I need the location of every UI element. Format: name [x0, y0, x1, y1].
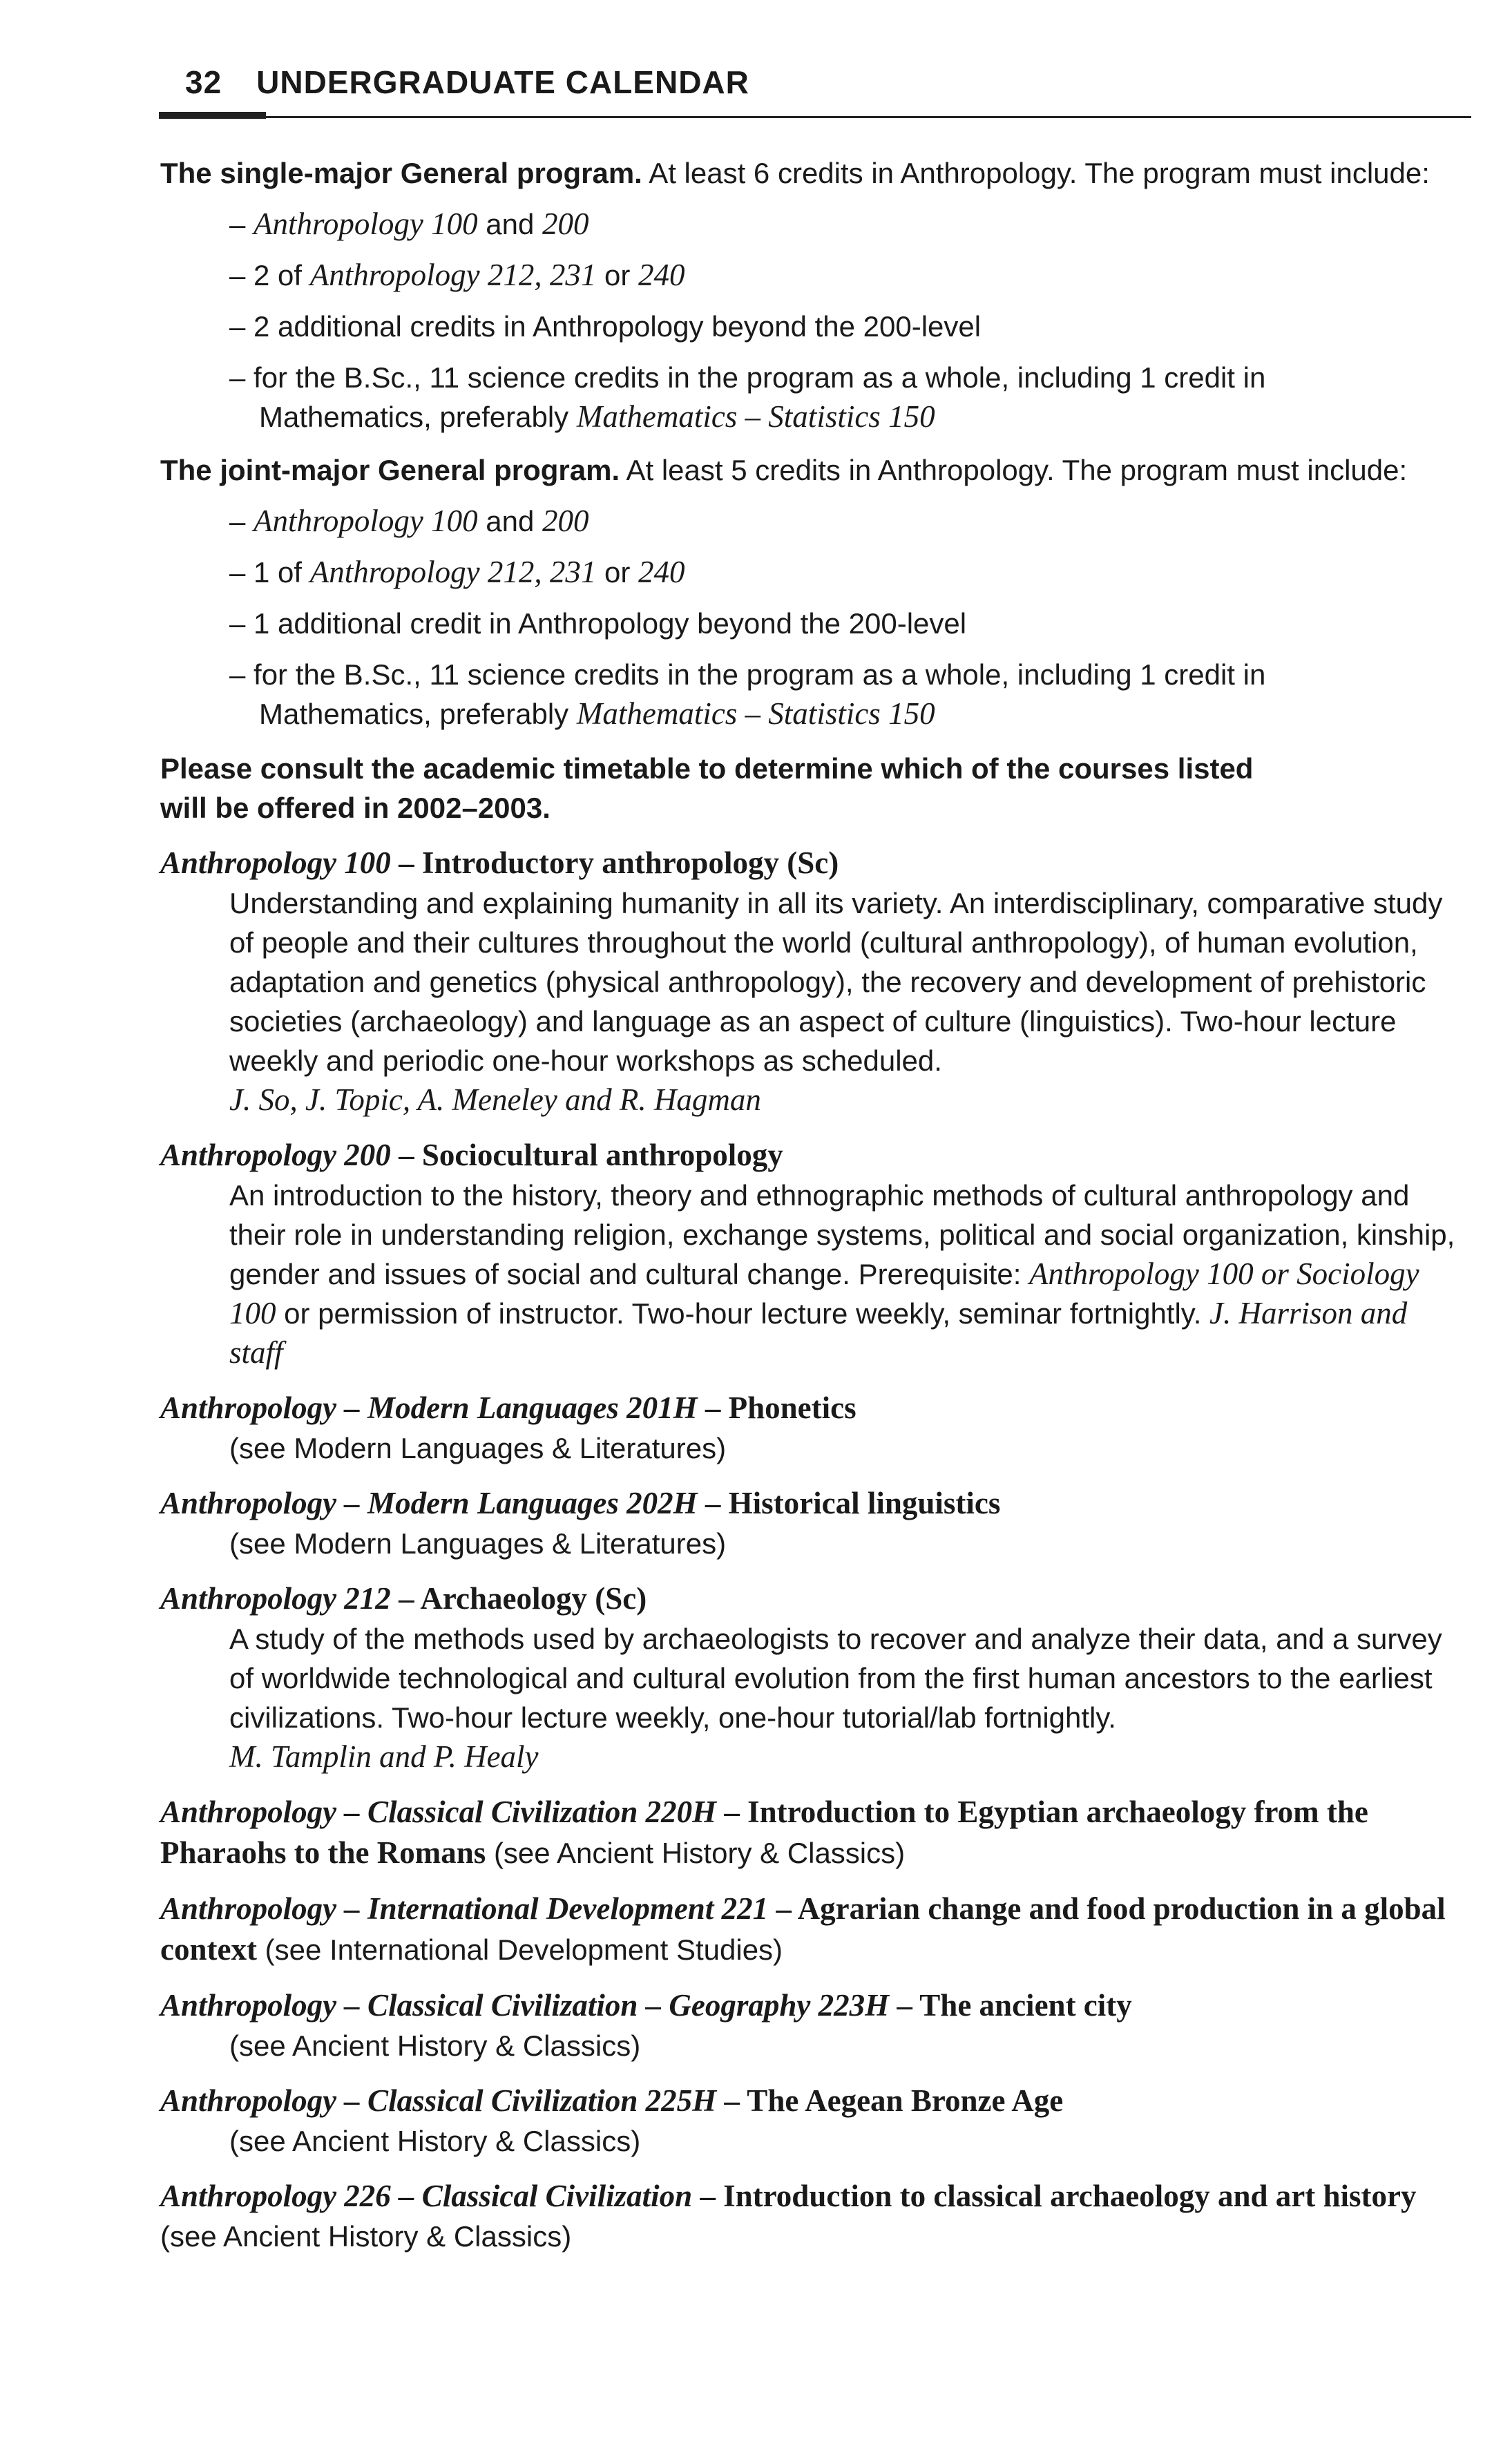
cross-reference: (see Ancient History & Classics)	[229, 2029, 641, 2062]
requirement-text: Mathematics, preferably	[259, 401, 577, 433]
course-entry	[160, 843, 1459, 1120]
course-title	[160, 2081, 1459, 2121]
course-title	[160, 1792, 1459, 1873]
course-code: Anthropology – Modern Languages 201H	[160, 1390, 698, 1425]
header-rule	[159, 116, 1471, 118]
course-code: Anthropology – Modern Languages 202H	[160, 1486, 698, 1520]
requirement-item: – Anthropology 100 and 200	[229, 207, 589, 241]
requirement-course: 240	[638, 555, 685, 589]
course-title	[160, 843, 1459, 883]
course-code: Anthropology 100	[160, 845, 391, 880]
joint-major-intro	[160, 450, 1459, 490]
course-entry	[160, 1792, 1459, 1873]
page-content	[160, 153, 1459, 2257]
requirement-text: for the B.Sc., 11 science credits in the program as a whole, including 1 credit in	[253, 658, 1266, 691]
course-entry	[160, 1985, 1459, 2065]
course-instructors: J. Harrison and staff	[229, 1296, 1408, 1370]
timetable-notice: Please consult the academic timetable to determine which of the courses listed will be offered in 2002–2003.	[160, 752, 1254, 824]
course-name: – Archaeology (Sc)	[390, 1581, 647, 1616]
cross-reference: (see Modern Languages & Literatures)	[229, 1527, 727, 1560]
requirement-continuation	[229, 694, 1459, 734]
course-name: – Historical linguistics	[697, 1486, 1001, 1520]
course-description: A study of the methods used by archaeologists to recover and analyze their data, and a survey of worldwide technological and cultural evolution from the first human ancestors to the earliest civilizations. Two-hour lecture weekly, one-hour tutorial/lab fortnightly.	[229, 1623, 1442, 1734]
course-entry	[160, 1388, 1459, 1468]
requirement-continuation	[229, 397, 1459, 437]
course-name: – Sociocultural anthropology	[390, 1138, 783, 1172]
requirement-item: – for the B.Sc., 11 science credits in the program as a whole, including 1 credit in Mathematics, preferably Mathematics – Statistics 150	[229, 655, 1459, 734]
course-title	[160, 1388, 1459, 1428]
requirement-item: – Anthropology 100 and 200	[229, 504, 589, 538]
joint-major-text: At least 5 credits in Anthropology. The program must include:	[620, 454, 1408, 486]
requirement-text: 2 additional credits in Anthropology beyond the 200-level	[253, 310, 982, 343]
requirement-item: – 1 of Anthropology 212, 231 or 240	[229, 555, 685, 589]
requirement-text: 2 of	[253, 259, 310, 292]
requirement-item: – for the B.Sc., 11 science credits in the program as a whole, including 1 credit in Mathematics, preferably Mathematics – Statistics 150	[229, 358, 1459, 437]
course-name: – Introduction to classical archaeology and art history	[692, 2179, 1417, 2213]
requirement-text: or	[596, 556, 639, 589]
course-entry	[160, 2081, 1459, 2161]
course-title	[160, 1483, 1459, 1524]
course-code: Anthropology – International Development 221	[160, 1891, 769, 1926]
requirement-course: 240	[638, 258, 685, 292]
single-major-intro	[160, 153, 1459, 193]
course-code: Anthropology 226 – Classical Civilization	[160, 2179, 693, 2213]
requirement-course: Mathematics – Statistics 150	[576, 696, 935, 731]
course-description: Understanding and explaining humanity in all its variety. An interdisciplinary, comparative study of people and their cultures throughout the world (cultural anthropology), of human evolution, adaptation and genetics (physical anthropology), the recovery and development of prehistoric societies (archaeology) and language as an aspect of culture (linguistics). Two-hour lecture weekly and periodic one-hour workshops as scheduled.	[229, 887, 1443, 1077]
cross-reference: (see Ancient History & Classics)	[486, 1837, 906, 1869]
description-text: or permission of instructor. Two-hour lecture weekly, seminar fortnightly.	[276, 1297, 1210, 1330]
course-title	[160, 2176, 1459, 2257]
page-header	[185, 64, 749, 101]
cross-reference: (see Modern Languages & Literatures)	[229, 1432, 727, 1464]
cross-reference: (see Ancient History & Classics)	[229, 2125, 641, 2157]
running-title: UNDERGRADUATE CALENDAR	[256, 64, 749, 100]
course-code: Anthropology – Classical Civilization – Geography 223H	[160, 1988, 890, 2023]
requirement-text: or	[596, 259, 639, 292]
requirement-course: Anthropology 100	[253, 207, 478, 241]
requirement-course: Anthropology 212, 231	[309, 258, 597, 292]
requirement-text: 1 additional credit in Anthropology beyond the 200-level	[253, 607, 967, 640]
course-name: – The Aegean Bronze Age	[716, 2083, 1064, 2118]
requirement-course: Anthropology 212, 231	[309, 555, 597, 589]
requirement-text: Mathematics, preferably	[259, 698, 577, 730]
course-title	[160, 1135, 1459, 1176]
course-entry	[160, 1135, 1459, 1373]
prerequisite-courses: Anthropology 100 or Sociology 100	[229, 1256, 1419, 1330]
course-title	[160, 1889, 1459, 1970]
course-name: – Agrarian change and food production in a global context	[160, 1891, 1446, 1967]
course-instructors: J. So, J. Topic, A. Meneley and R. Hagman	[229, 1082, 761, 1117]
requirement-item: – 2 of Anthropology 212, 231 or 240	[229, 258, 685, 292]
requirement-text: and	[477, 208, 543, 240]
requirement-item: – 2 additional credits in Anthropology beyond the 200-level	[229, 310, 982, 343]
course-title	[160, 1578, 1459, 1619]
course-title	[160, 1985, 1459, 2026]
course-code: Anthropology – Classical Civilization 220H	[160, 1795, 717, 1829]
course-entry	[160, 1578, 1459, 1777]
course-code: Anthropology 200	[160, 1138, 391, 1172]
requirement-course: 200	[542, 504, 589, 538]
requirement-course: 200	[542, 207, 589, 241]
course-name: – Introduction to Egyptian archaeology from the Pharaohs to the Romans	[160, 1795, 1368, 1870]
cross-reference: (see Ancient History & Classics)	[160, 2220, 572, 2253]
description-text: An introduction to the history, theory and ethnographic methods of cultural anthropology and their role in understanding religion, exchange systems, political and social organization, kinship, gender and issues of social and cultural change. Prerequisite:	[229, 1179, 1455, 1290]
course-name: – Introductory anthropology (Sc)	[390, 845, 839, 880]
course-entry	[160, 2176, 1459, 2257]
requirement-text: and	[477, 505, 543, 537]
requirement-course: Mathematics – Statistics 150	[576, 399, 935, 434]
cross-reference: (see International Development Studies)	[256, 1933, 783, 1966]
requirement-text: 1 of	[253, 556, 310, 589]
course-description	[160, 1176, 1459, 1373]
requirement-item: – 1 additional credit in Anthropology beyond the 200-level	[229, 607, 967, 640]
course-entry	[160, 1889, 1459, 1970]
course-instructors: M. Tamplin and P. Healy	[229, 1739, 539, 1774]
course-code: Anthropology – Classical Civilization 225H	[160, 2083, 717, 2118]
requirement-text: for the B.Sc., 11 science credits in the program as a whole, including 1 credit in	[253, 361, 1266, 394]
course-name: – Phonetics	[697, 1390, 857, 1425]
single-major-lead: The single-major General program.	[160, 157, 642, 189]
course-code: Anthropology 212	[160, 1581, 391, 1616]
single-major-text: At least 6 credits in Anthropology. The program must include:	[642, 157, 1430, 189]
requirement-course: Anthropology 100	[253, 504, 478, 538]
course-name: – The ancient city	[889, 1988, 1132, 2023]
page-number: 32	[185, 64, 222, 100]
course-entry	[160, 1483, 1459, 1563]
joint-major-lead: The joint-major General program.	[160, 454, 620, 486]
